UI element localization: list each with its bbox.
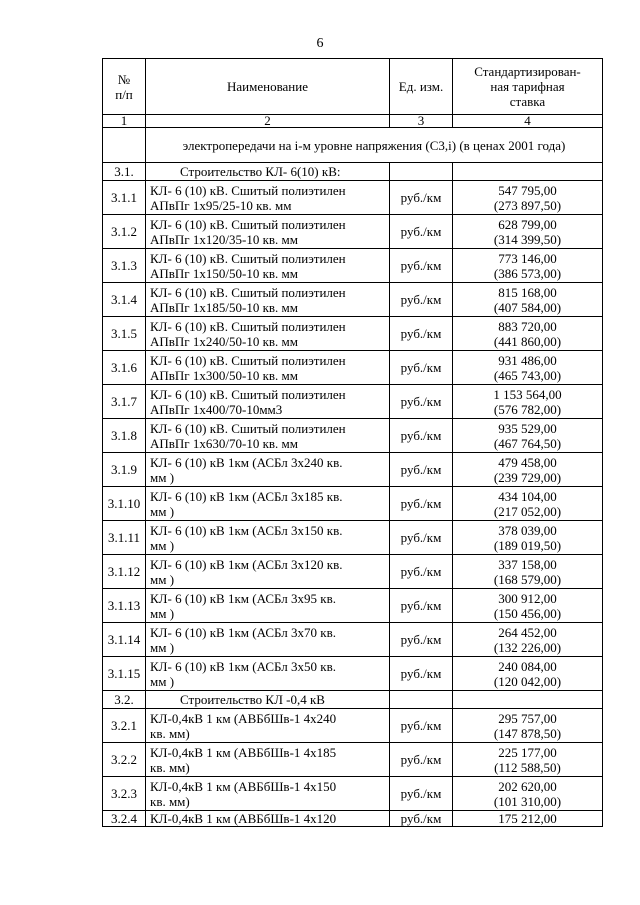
table-row bbox=[103, 351, 603, 385]
item-number: 3.1.1 bbox=[103, 181, 146, 215]
item-unit: руб./км bbox=[390, 487, 453, 521]
item-number: 3.1.4 bbox=[103, 283, 146, 317]
item-rate: 628 799,00 (314 399,50) bbox=[453, 215, 603, 249]
item-name: КЛ- 6 (10) кВ 1км (АСБл 3x150 кв. мм ) bbox=[146, 521, 390, 555]
table-row bbox=[103, 249, 603, 283]
item-name: КЛ- 6 (10) кВ. Сшитый полиэтилен АПвПг 1x150/50-10 кв. мм bbox=[146, 249, 390, 283]
item-number: 3.1.15 bbox=[103, 657, 146, 691]
table-row bbox=[103, 743, 603, 777]
item-rate: 202 620,00 (101 310,00) bbox=[453, 777, 603, 811]
item-rate: 773 146,00 (386 573,00) bbox=[453, 249, 603, 283]
column-number: 4 bbox=[453, 115, 603, 128]
header-row bbox=[103, 59, 603, 115]
item-unit: руб./км bbox=[390, 811, 453, 827]
item-rate: 240 084,00 (120 042,00) bbox=[453, 657, 603, 691]
item-rate: 479 458,00 (239 729,00) bbox=[453, 453, 603, 487]
item-unit: руб./км bbox=[390, 385, 453, 419]
table-row bbox=[103, 181, 603, 215]
section-title: Строительство КЛ -0,4 кВ bbox=[146, 691, 390, 709]
header-name: Наименование bbox=[146, 59, 390, 115]
item-name: КЛ- 6 (10) кВ 1км (АСБл 3x50 кв. мм ) bbox=[146, 657, 390, 691]
item-rate: 378 039,00 (189 019,50) bbox=[453, 521, 603, 555]
item-unit: руб./км bbox=[390, 555, 453, 589]
column-number: 1 bbox=[103, 115, 146, 128]
item-rate: 883 720,00 (441 860,00) bbox=[453, 317, 603, 351]
subheading-row bbox=[103, 128, 603, 163]
table-row bbox=[103, 589, 603, 623]
item-name: КЛ- 6 (10) кВ. Сшитый полиэтилен АПвПг 1x95/25-10 кв. мм bbox=[146, 181, 390, 215]
item-name: КЛ- 6 (10) кВ 1км (АСБл 3x70 кв. мм ) bbox=[146, 623, 390, 657]
item-unit: руб./км bbox=[390, 521, 453, 555]
page-number: 6 bbox=[316, 36, 324, 51]
item-number: 3.1.10 bbox=[103, 487, 146, 521]
table-row bbox=[103, 419, 603, 453]
item-rate: 935 529,00 (467 764,50) bbox=[453, 419, 603, 453]
table-row bbox=[103, 657, 603, 691]
table-row bbox=[103, 215, 603, 249]
empty-cell bbox=[390, 691, 453, 709]
table-row bbox=[103, 811, 603, 827]
item-name: КЛ- 6 (10) кВ 1км (АСБл 3x240 кв. мм ) bbox=[146, 453, 390, 487]
item-rate: 1 153 564,00 (576 782,00) bbox=[453, 385, 603, 419]
item-rate: 547 795,00 (273 897,50) bbox=[453, 181, 603, 215]
empty-cell bbox=[103, 128, 146, 163]
table-row bbox=[103, 283, 603, 317]
item-name: КЛ-0,4кВ 1 км (АВБбШв-1 4x185 кв. мм) bbox=[146, 743, 390, 777]
table-row bbox=[103, 487, 603, 521]
item-number: 3.2.1 bbox=[103, 709, 146, 743]
item-name: КЛ- 6 (10) кВ. Сшитый полиэтилен АПвПг 1x120/35-10 кв. мм bbox=[146, 215, 390, 249]
item-name: КЛ- 6 (10) кВ. Сшитый полиэтилен АПвПг 1x630/70-10 кв. мм bbox=[146, 419, 390, 453]
column-number-row bbox=[103, 115, 603, 128]
item-name: КЛ-0,4кВ 1 км (АВБбШв-1 4x150 кв. мм) bbox=[146, 777, 390, 811]
item-unit: руб./км bbox=[390, 351, 453, 385]
item-number: 3.1.3 bbox=[103, 249, 146, 283]
item-number: 3.1.11 bbox=[103, 521, 146, 555]
item-unit: руб./км bbox=[390, 657, 453, 691]
empty-cell bbox=[453, 691, 603, 709]
item-unit: руб./км bbox=[390, 419, 453, 453]
item-number: 3.1.12 bbox=[103, 555, 146, 589]
item-rate: 175 212,00 bbox=[453, 811, 603, 827]
item-name: КЛ- 6 (10) кВ 1км (АСБл 3x185 кв. мм ) bbox=[146, 487, 390, 521]
column-number: 2 bbox=[146, 115, 390, 128]
item-name: КЛ- 6 (10) кВ. Сшитый полиэтилен АПвПг 1x185/50-10 кв. мм bbox=[146, 283, 390, 317]
section-title: Строительство КЛ- 6(10) кВ: bbox=[146, 163, 390, 181]
section-number: 3.1. bbox=[103, 163, 146, 181]
item-number: 3.1.5 bbox=[103, 317, 146, 351]
item-rate: 295 757,00 (147 878,50) bbox=[453, 709, 603, 743]
item-unit: руб./км bbox=[390, 589, 453, 623]
section-row bbox=[103, 163, 603, 181]
item-number: 3.2.4 bbox=[103, 811, 146, 827]
item-unit: руб./км bbox=[390, 249, 453, 283]
item-unit: руб./км bbox=[390, 283, 453, 317]
item-rate: 264 452,00 (132 226,00) bbox=[453, 623, 603, 657]
item-unit: руб./км bbox=[390, 317, 453, 351]
item-number: 3.1.9 bbox=[103, 453, 146, 487]
header-no: № п/п bbox=[103, 59, 146, 115]
item-rate: 337 158,00 (168 579,00) bbox=[453, 555, 603, 589]
item-rate: 225 177,00 (112 588,50) bbox=[453, 743, 603, 777]
item-name: КЛ- 6 (10) кВ 1км (АСБл 3x95 кв. мм ) bbox=[146, 589, 390, 623]
table-row bbox=[103, 555, 603, 589]
item-unit: руб./км bbox=[390, 623, 453, 657]
empty-cell bbox=[390, 163, 453, 181]
item-number: 3.1.6 bbox=[103, 351, 146, 385]
item-rate: 931 486,00 (465 743,00) bbox=[453, 351, 603, 385]
table-row bbox=[103, 521, 603, 555]
table-row bbox=[103, 777, 603, 811]
item-name: КЛ-0,4кВ 1 км (АВБбШв-1 4x240 кв. мм) bbox=[146, 709, 390, 743]
item-number: 3.2.3 bbox=[103, 777, 146, 811]
item-rate: 434 104,00 (217 052,00) bbox=[453, 487, 603, 521]
header-unit: Ед. изм. bbox=[390, 59, 453, 115]
item-number: 3.1.8 bbox=[103, 419, 146, 453]
item-rate: 815 168,00 (407 584,00) bbox=[453, 283, 603, 317]
section-number: 3.2. bbox=[103, 691, 146, 709]
table-row bbox=[103, 453, 603, 487]
empty-cell bbox=[453, 163, 603, 181]
item-unit: руб./км bbox=[390, 453, 453, 487]
item-unit: руб./км bbox=[390, 709, 453, 743]
subheading: электропередачи на i-м уровне напряжения (С3,i) (в ценах 2001 года) bbox=[146, 128, 603, 163]
item-unit: руб./км bbox=[390, 181, 453, 215]
tariff-table bbox=[102, 58, 603, 827]
item-unit: руб./км bbox=[390, 777, 453, 811]
item-number: 3.1.14 bbox=[103, 623, 146, 657]
table-row bbox=[103, 709, 603, 743]
item-unit: руб./км bbox=[390, 215, 453, 249]
section-row bbox=[103, 691, 603, 709]
table-row bbox=[103, 623, 603, 657]
column-number: 3 bbox=[390, 115, 453, 128]
item-name: КЛ-0,4кВ 1 км (АВБбШв-1 4x120 bbox=[146, 811, 390, 827]
item-number: 3.2.2 bbox=[103, 743, 146, 777]
table-row bbox=[103, 385, 603, 419]
item-name: КЛ- 6 (10) кВ. Сшитый полиэтилен АПвПг 1x400/70-10мм3 bbox=[146, 385, 390, 419]
item-unit: руб./км bbox=[390, 743, 453, 777]
item-number: 3.1.7 bbox=[103, 385, 146, 419]
item-rate: 300 912,00 (150 456,00) bbox=[453, 589, 603, 623]
item-name: КЛ- 6 (10) кВ. Сшитый полиэтилен АПвПг 1x240/50-10 кв. мм bbox=[146, 317, 390, 351]
item-number: 3.1.13 bbox=[103, 589, 146, 623]
item-name: КЛ- 6 (10) кВ. Сшитый полиэтилен АПвПг 1x300/50-10 кв. мм bbox=[146, 351, 390, 385]
item-number: 3.1.2 bbox=[103, 215, 146, 249]
item-name: КЛ- 6 (10) кВ 1км (АСБл 3x120 кв. мм ) bbox=[146, 555, 390, 589]
table-row bbox=[103, 317, 603, 351]
header-rate: Стандартизирован- ная тарифная ставка bbox=[453, 59, 603, 115]
